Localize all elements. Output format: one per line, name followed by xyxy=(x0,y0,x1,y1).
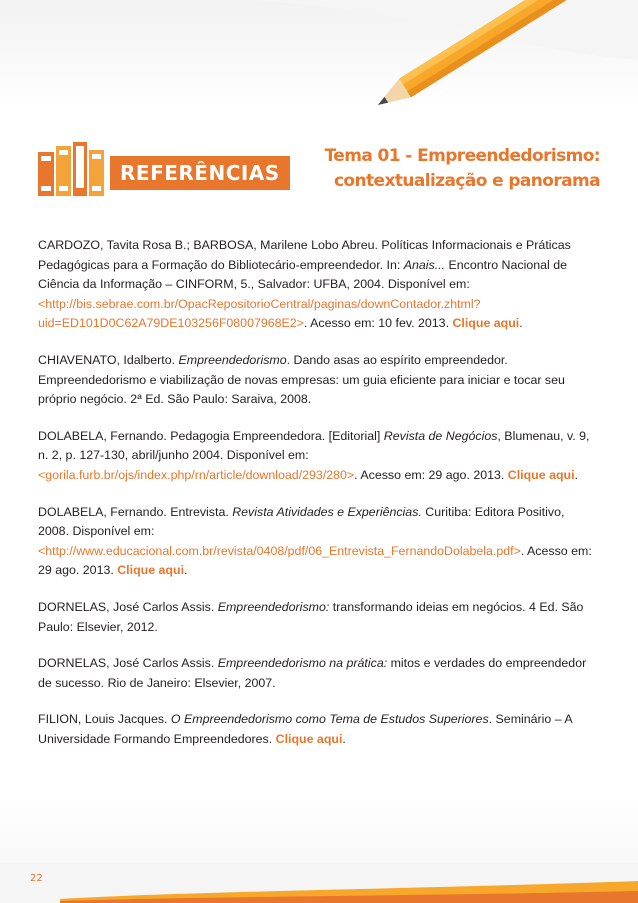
chapter-title xyxy=(325,144,600,194)
section-title: REFERÊNCIAS xyxy=(110,156,290,190)
reference-text: . Acesso em: 10 fev. 2013. xyxy=(303,316,453,331)
reference-entry xyxy=(38,654,598,693)
reference-text: , Blumenau, v. 9, n. 2, p. 127-130, abril/junho 2004. Disponível em: xyxy=(38,428,590,463)
reference-text: DORNELAS, José Carlos Assis. xyxy=(38,656,218,671)
reference-url-link[interactable]: <http://bis.sebrae.com.br/OpacRepositorioCentral/paginas/downContador.zhtml?uid=ED101D0C62A79DE103256F08007968E2> xyxy=(38,296,481,331)
reference-entry xyxy=(38,710,598,749)
reference-italic-title: Empreendedorismo: xyxy=(217,599,330,614)
pencil-decoration-icon xyxy=(0,0,638,130)
page-number: 22 xyxy=(30,873,43,884)
reference-italic-title: Revista Atividades e Experiências. xyxy=(232,504,422,519)
reference-text: CHIAVENATO, Idalberto. xyxy=(38,352,179,367)
reference-italic-title: Empreendedorismo xyxy=(178,352,287,367)
reference-italic-title: Revista de Negócios xyxy=(383,428,498,443)
clique-aqui-link[interactable]: Clique aqui xyxy=(117,563,185,578)
reference-text: FILION, Louis Jacques. xyxy=(38,712,171,727)
reference-text: DORNELAS, José Carlos Assis. xyxy=(38,599,218,614)
reference-entry xyxy=(38,598,598,637)
reference-text: . Seminário – A Universidade Formando Empreendedores. xyxy=(38,712,572,746)
chapter-title-line2: contextualização e panorama xyxy=(333,171,600,191)
clique-aqui-link[interactable]: Clique aqui xyxy=(507,467,575,482)
reference-text: . Acesso em: 29 ago. 2013. xyxy=(38,543,592,578)
reference-text: . xyxy=(342,731,346,746)
reference-text: Encontro Nacional de Ciência da Informação – CINFORM, 5., Salvador: UFBA, 2004. Disponível em: xyxy=(38,257,567,292)
books-icon xyxy=(36,140,106,198)
reference-italic-title: O Empreendedorismo como Tema de Estudos Superiores xyxy=(170,712,489,727)
reference-text: DOLABELA, Fernando. Pedagogia Empreendedora. [Editorial] xyxy=(38,428,384,443)
reference-text: Curitiba: Editora Positivo, 2008. Disponível em: xyxy=(38,504,565,539)
reference-text: transformando ideias em negócios. 4 Ed. São Paulo: Elsevier, 2012. xyxy=(38,599,584,634)
reference-text: mitos e verdades do empreendedor de sucesso. Rio de Janeiro: Elsevier, 2007. xyxy=(38,656,587,690)
chapter-title-line1: Tema 01 - Empreendedorismo: xyxy=(324,146,600,166)
reference-text: . xyxy=(574,467,579,482)
reference-text: . xyxy=(519,316,523,331)
reference-text: . Acesso em: 29 ago. 2013. xyxy=(354,467,508,482)
clique-aqui-link[interactable]: Clique aqui xyxy=(452,316,520,331)
section-header xyxy=(30,138,610,208)
reference-url-link[interactable]: <http://www.educacional.com.br/revista/0408/pdf/06_Entrevista_FernandoDolabela.pdf> xyxy=(38,543,521,558)
reference-text: DOLABELA, Fernando. Entrevista. xyxy=(38,504,233,519)
reference-text: CARDOZO, Tavita Rosa B.; BARBOSA, Marilene Lobo Abreu. Políticas Informacionais e Práticas Pedagógicas para a Formação do Bibliotecário-empreendedor. In: xyxy=(38,238,571,272)
reference-text: . Dando asas ao espírito empreendedor. Empreendedorismo e viabilização de novas empresas: um guia eficiente para iniciar e tocar seu próprio negócio. 2ª Ed. São Paulo: Saraiva, 2008. xyxy=(38,352,565,407)
reference-url-link[interactable]: <gorila.furb.br/ojs/index.php/rn/article/download/293/280> xyxy=(38,467,355,482)
reference-list xyxy=(38,236,598,766)
reference-italic-title: Empreendedorismo na prática: xyxy=(217,656,388,671)
reference-entry xyxy=(38,503,598,581)
reference-entry xyxy=(38,351,598,410)
reference-italic-title: Anais... xyxy=(403,257,446,272)
reference-text: . xyxy=(184,563,188,578)
reference-entry xyxy=(38,427,598,486)
clique-aqui-link[interactable]: Clique aqui xyxy=(275,731,343,746)
footer-wave-decoration xyxy=(0,863,638,903)
reference-entry xyxy=(38,236,598,334)
